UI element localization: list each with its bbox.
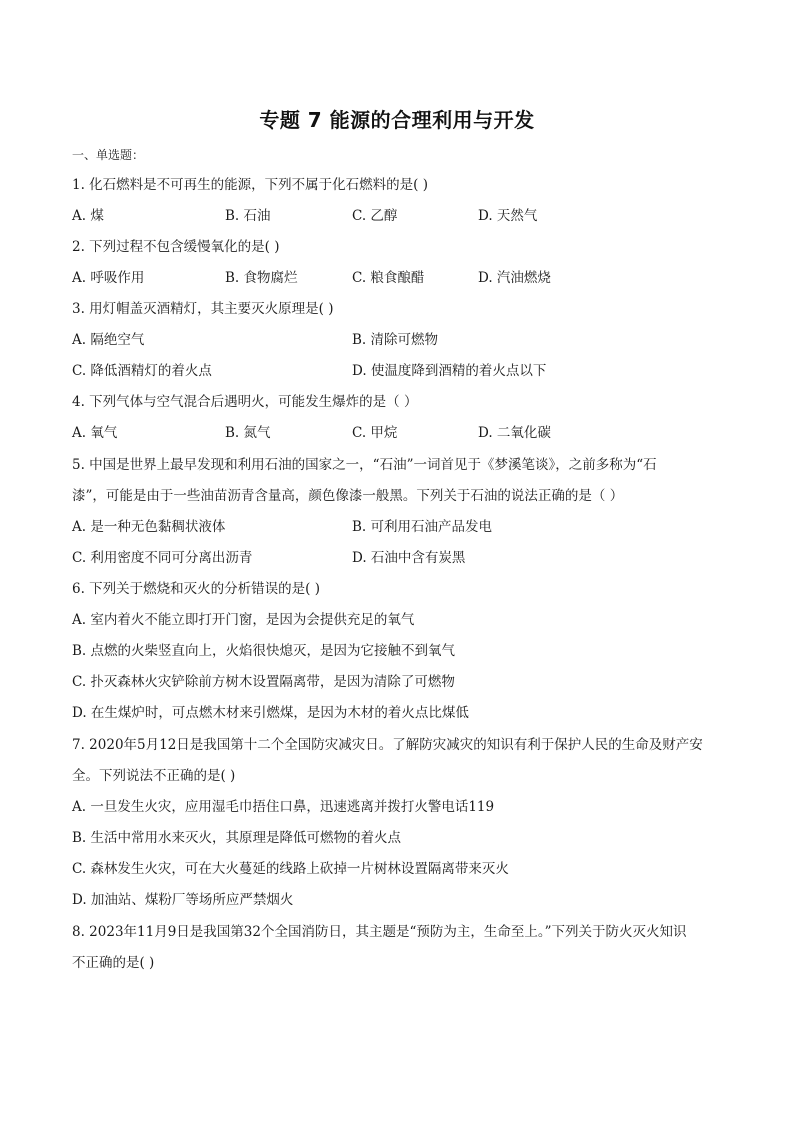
option-b: B. 点燃的火柴竖直向上，火焰很快熄灭，是因为它接触不到氧气 — [72, 643, 456, 659]
option-c: C. 降低酒精灯的着火点 — [72, 363, 212, 379]
option-d: D. 在生煤炉时，可点燃木材来引燃煤，是因为木材的着火点比煤低 — [72, 705, 469, 721]
question-text-line-2: 漆”，可能是由于一些油苗沥青含量高，颜色像漆一般黑。下列关于石油的说法正确的是（ ） — [72, 488, 624, 504]
question-3-options-row1 — [72, 325, 732, 356]
question-6-option-b — [72, 636, 732, 667]
question-7-option-a — [72, 792, 732, 823]
option-a: A. 隔绝空气 — [72, 332, 145, 348]
question-6 — [72, 574, 732, 605]
option-d: D. 加油站、煤粉厂等场所应严禁烟火 — [72, 892, 294, 908]
question-text: 6. 下列关于燃烧和灭火的分析错误的是( ) — [72, 581, 320, 597]
question-text-line-2: 全。下列说法不正确的是( ) — [72, 768, 236, 784]
option-b: B. 生活中常用水来灭火，其原理是降低可燃物的着火点 — [72, 830, 402, 846]
option-c: C. 乙醇 — [352, 208, 398, 224]
question-6-option-c — [72, 667, 732, 698]
option-b: B. 食物腐烂 — [225, 270, 298, 286]
option-d: D. 石油中含有炭黑 — [352, 550, 466, 566]
question-4-options — [72, 418, 732, 449]
question-1 — [72, 170, 732, 201]
option-c: C. 扑灭森林火灾铲除前方树木设置隔离带，是因为清除了可燃物 — [72, 674, 455, 690]
option-a: A. 一旦发生火灾，应用湿毛巾捂住口鼻，迅速逃离并拨打火警电话119 — [72, 799, 495, 815]
question-4 — [72, 387, 732, 418]
option-a: A. 室内着火不能立即打开门窗，是因为会提供充足的氧气 — [72, 612, 415, 628]
question-text: 1. 化石燃料是不可再生的能源，下列不属于化石燃料的是( ) — [72, 177, 428, 193]
option-c: C. 森林发生火灾，可在大火蔓延的线路上砍掉一片树林设置隔离带来灭火 — [72, 861, 509, 877]
option-b: B. 氮气 — [225, 425, 271, 441]
question-3-options-row2 — [72, 356, 732, 387]
option-b: B. 可利用石油产品发电 — [352, 519, 493, 535]
option-a: A. 是一种无色黏稠状液体 — [72, 519, 226, 535]
option-d: D. 天然气 — [478, 208, 538, 224]
question-text-line-1: 7. 2020年5月12日是我国第十二个全国防灾减灾日。了解防灾减灾的知识有利于保护人民的生命及财产安 — [72, 737, 703, 753]
question-1-options — [72, 201, 732, 232]
option-b: B. 石油 — [225, 208, 271, 224]
question-text-line-2: 不正确的是( ) — [72, 955, 155, 971]
page-title: 专题 7 能源的合理利用与开发 — [259, 108, 535, 132]
option-a: A. 煤 — [72, 208, 104, 224]
option-a: A. 氧气 — [72, 425, 118, 441]
question-8 — [72, 917, 732, 979]
question-6-option-a — [72, 605, 732, 636]
option-d: D. 汽油燃烧 — [478, 270, 551, 286]
option-a: A. 呼吸作用 — [72, 270, 145, 286]
option-d: D. 二氧化碳 — [478, 425, 551, 441]
question-text-line-1: 8. 2023年11月9日是我国第32个全国消防日，其主题是“预防为主，生命至上。”下列关于防火灭火知识 — [72, 924, 687, 940]
question-7-option-b — [72, 823, 732, 854]
option-c: C. 粮食酿醋 — [352, 270, 425, 286]
question-5-options-row1 — [72, 512, 732, 543]
question-text: 2. 下列过程不包含缓慢氧化的是( ) — [72, 239, 280, 255]
question-6-option-d — [72, 698, 732, 729]
question-7-option-c — [72, 854, 732, 885]
question-2 — [72, 232, 732, 263]
question-text: 3. 用灯帽盖灭酒精灯，其主要灭火原理是( ) — [72, 301, 334, 317]
question-7 — [72, 730, 732, 792]
option-b: B. 清除可燃物 — [352, 332, 439, 348]
question-3 — [72, 294, 732, 325]
option-c: C. 甲烷 — [352, 425, 398, 441]
question-5 — [72, 450, 732, 512]
question-text: 4. 下列气体与空气混合后遇明火，可能发生爆炸的是（ ） — [72, 394, 418, 410]
question-7-option-d — [72, 885, 732, 916]
option-d: D. 使温度降到酒精的着火点以下 — [352, 363, 547, 379]
question-2-options — [72, 263, 732, 294]
section-heading: 一、单选题： — [72, 148, 145, 162]
option-c: C. 利用密度不同可分离出沥青 — [72, 550, 253, 566]
question-text-line-1: 5. 中国是世界上最早发现和利用石油的国家之一，“石油”一词首见于《梦溪笔谈》，之前多称为“石 — [72, 457, 657, 473]
question-5-options-row2 — [72, 543, 732, 574]
